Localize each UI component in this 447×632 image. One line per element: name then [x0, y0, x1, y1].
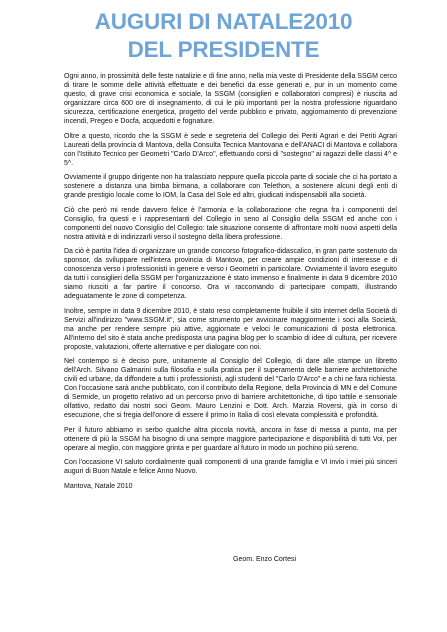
paragraph-booklet: Nel contempo si è deciso pure, unitamente al Consiglio del Collegio, di dare alle stampe un libretto dell'Arch. Silvano Galmarini sulla filosofia e sulla pratica per il superamento delle barriere architettoniche civili ed urbane, da diffondere a tutti i professionisti, agli studenti del "Carlo D'Arco" e a chi ne fara richiesta. Con l'occasione sarà anche pubblicato, con il contributo della Regione, della Provincia di MN e del Comune di Sermide, un progetto relativo ad un percorso privo di barriere architettoniche, di tipo tattile e sensoriale olfattivo, redatto dai nostri soci Geom. Mauro Lenzini e Dott. Arch. Marzia Roversi, già in corso di esecuzione, che si fregia dell'onore di essere il primo in Italia di così elevata complessità e profondità. [64, 358, 397, 419]
paragraph-website: Inoltre, sempre in data 9 dicembre 2010, è stato reso completamente fruibile il sito internet della Società di Servizi all'indirizzo "www.SSGM.it", sia come strumento per avvicinare maggiormente i soci alla Società, ma anche per rendere sempre più attive, aggiornate e veloci le comunicazioni di posta elettronica. All'interno del sito è stata anche predisposta una pagina blog per lo scambio di idee di cultura, per ricevere proposte, valutazioni, offerte alternative e per dialogare con noi. [64, 307, 397, 351]
paragraph-harmony: Ciò che però mi rende davvero felice è l'armonia e la collaborazione che regna fra i componenti del Consiglio, fra questi e i rappresentanti del Collegio in seno al Consiglio della SSGM ed anche con i componenti del nuovo Consiglio del Collegio: tale situazione consente di affrontare molti nuovi aspetti della nostra attività e di indirizzarli verso il sostegno della libera professione. [64, 206, 397, 241]
paragraph-social: Ovviamente il gruppo dirigente non ha tralasciato neppure quella piccola parte di sociale che ci ha portato a sostenere a distanza una bimba birmana, a collaborare con Telethon, a sostenere alcuni degli enti di grande prestigio locale come lo IOM, la Casa del Sole ed altri, giudicati indispensabili alla società. [64, 174, 397, 199]
paragraph-greetings: Con l'occasione VI saluto cordialmente quali componenti di una grande famiglia e VI invio i miei più sinceri auguri di Buon Natale e felice Anno Nuovo. [64, 459, 397, 475]
paragraph-activities: Ogni anno, in prossimità delle feste natalizie e di fine anno, nella mia veste di Presidente della SSGM cerco di tirare le somme delle attività effettuate e dei benefici da esse generati e, pur in un momento come questo, di grave crisi economica e sociale, la SSGM (consiglieri e collaboratori compresi) è riuscita ad organizzare circa 600 ore di insegnamento, di cui le più importanti per la nostra professione riguardano sicurezza, certificazione energetica, progetto del verde pubblico e privato, aggiornamento di prevenzione incendi, Pregeo e Docfa, acquedotti e fognature. [64, 73, 397, 125]
page-title-line-2: DEL PRESIDENTE [127, 37, 320, 62]
paragraph-photo-contest: Da ciò è partita l'idea di organizzare un grande concorso fotografico-didascalico, in gran parte sostenuto da sponsor, da sviluppare nell'intera provincia di Mantova, per creare ampie condizioni di interesse e di conoscenza verso i professionisti in genere e verso i Geometri in particolare. Ovviamente il lavoro eseguito da tutti i consiglieri della SSGM per l'organizzazione è stato immenso e finalmente in data 9 dicembre 2010 siamo riusciti a far partire il concorso. Ora vi raccomando di partecipare compatti, illustrando adeguatamente le zone di competenza. [64, 248, 397, 300]
letter-body [64, 72, 397, 496]
page-title-line-1: AUGURI DI NATALE2010 [94, 9, 353, 34]
place-date: Mantova, Natale 2010 [64, 482, 133, 490]
paragraph-headquarters: Oltre a questo, ricordo che la SSGM è sede e segreteria del Collegio dei Periti Agrari e dei Periti Agrari Laureati della provincia di Mantova, della Consulta Tecnica Mantovana e dell'ANACI di Mantova e collabora con l'Istituto Tecnico per Geometri "Carlo D'Arco", effettuando corsi di "sostegno" ai ragazzi delle classi 4^ e 5^. [64, 132, 397, 167]
signature: Geom. Enzo Cortesi [233, 556, 297, 563]
paragraph-future: Per il futuro abbiamo in serbo qualche altra piccola novità, ancora in fase di messa a punto, ma per ottenere di più la SSGM ha bisogno di una sempre maggiore partecipazione e disponibilità di tutti Voi, per operare al meglio, con maggiore grinta e per guardare al futuro in modo un pochino più sereno. [64, 426, 397, 452]
